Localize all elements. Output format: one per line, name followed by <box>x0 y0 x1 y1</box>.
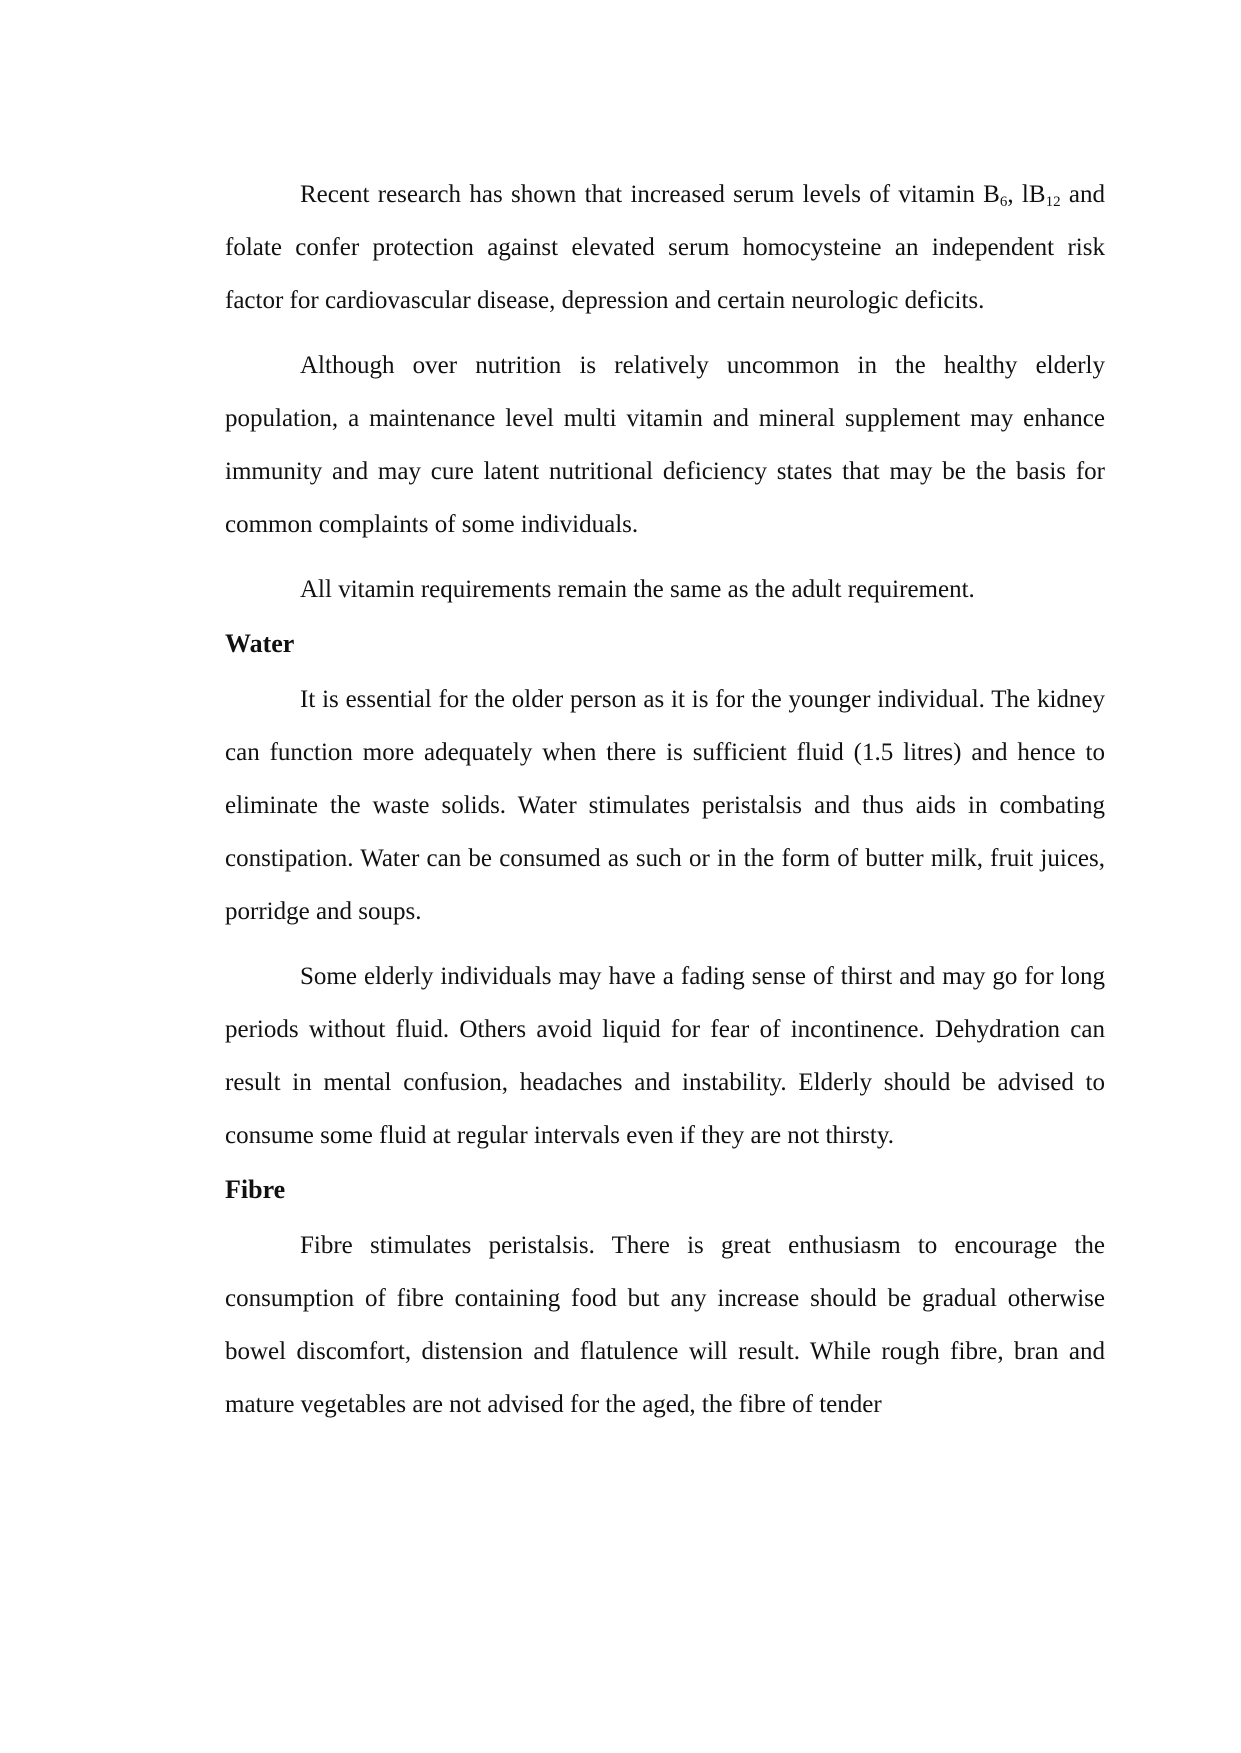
paragraph-supplement: Although over nutrition is relatively uncommon in the healthy elderly population, a maintenance level multi vitamin and mineral supplement may enhance immunity and may cure latent nutritional deficiency states that may be the basis for common complaints of some individuals. <box>225 352 1105 538</box>
paragraph-vitamin-research-tail: and folate confer protection against elevated serum homocysteine an independent risk factor for cardiovascular disease, depression and certain neurologic deficits. <box>225 181 1105 314</box>
subscript-b6: 6 <box>999 194 1008 210</box>
heading-water: Water <box>225 629 295 658</box>
paragraph-fibre: Fibre stimulates peristalsis. There is great enthusiasm to encourage the consumption of fibre containing food but any increase should be gradual otherwise bowel discomfort, distension and flatulence will result. While rough fibre, bran and mature vegetables are not advised for the aged, the fibre of tender <box>225 1232 1105 1418</box>
paragraph-vitamin-research-mid: , lB <box>1007 181 1046 208</box>
subscript-b12: 12 <box>1045 194 1061 210</box>
paragraph-water-essential: It is essential for the older person as it is for the younger individual. The kidney can function more adequately when there is sufficient fluid (1.5 litres) and hence to eliminate the waste solids. Water stimulates peristalsis and thus aids in combating constipation. Water can be consumed as such or in the form of butter milk, fruit juices, porridge and soups. <box>225 686 1105 925</box>
paragraph-thirst: Some elderly individuals may have a fading sense of thirst and may go for long periods without fluid. Others avoid liquid for fear of incontinence. Dehydration can result in mental confusion, headaches and instability. Elderly should be advised to consume some fluid at regular intervals even if they are not thirsty. <box>225 963 1105 1149</box>
paragraph-vitamin-research-lead: Recent research has shown that increased serum levels of vitamin B <box>300 181 1000 208</box>
paragraph-vitamin-research <box>225 168 1105 327</box>
heading-fibre: Fibre <box>225 1175 286 1204</box>
page-content <box>225 168 1105 1431</box>
paragraph-vitamin-requirements: All vitamin requirements remain the same as the adult requirement. <box>300 576 975 603</box>
